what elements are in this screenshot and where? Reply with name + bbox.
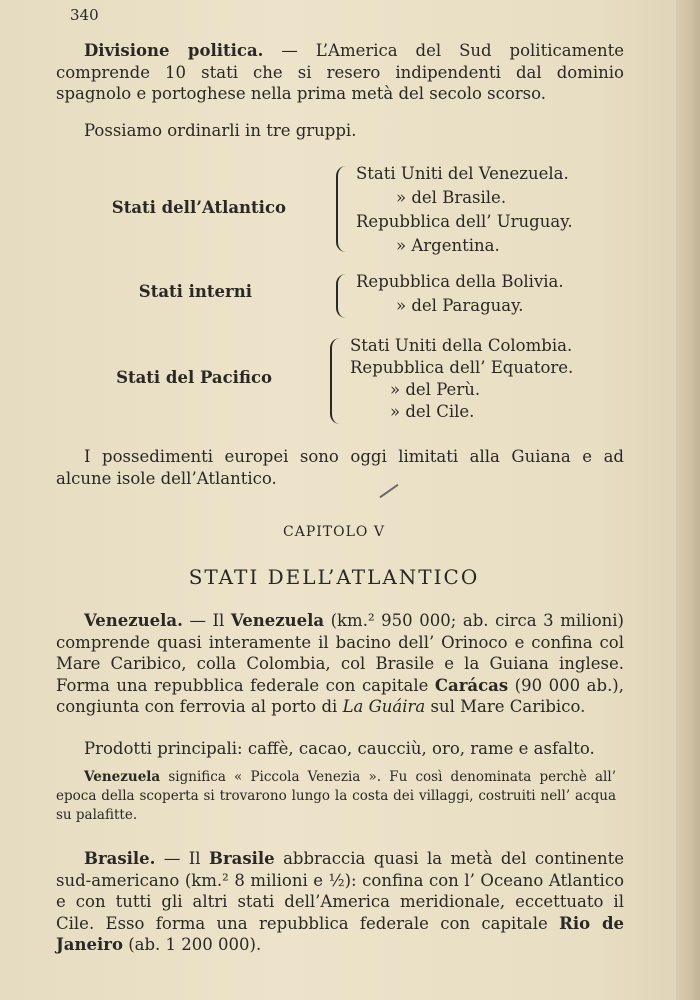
- brasile-text1: abbraccia quasi la metà del continente sud-americano (km.² 8 milioni e ½): confina con l’ Oceano Atlantico e con tutti gli altri stati dell’America meridionale, eccettuato il Cile. Esso forma una repubblica federale con capitale: [56, 849, 625, 933]
- venezuela-title: Venezuela.: [84, 611, 183, 630]
- state-line: » Argentina.: [396, 236, 500, 255]
- brace-interior: [336, 274, 352, 318]
- brasile-name: Brasile: [209, 849, 275, 868]
- intro-text: — L’America del Sud politicamente comprende 10 stati che si resero indipendenti dal dominio spagnolo e portoghese nella prima metà del secolo scorso.: [56, 41, 624, 103]
- la-guaira: La Guáira: [342, 697, 426, 716]
- page-edge: [676, 0, 700, 1000]
- venezuela-name: Venezuela: [230, 611, 325, 630]
- state-line: Repubblica dell’ Equatore.: [350, 358, 574, 377]
- state-line: Repubblica dell’ Uruguay.: [356, 212, 573, 231]
- dash-text: — Il: [155, 849, 209, 868]
- intro-title: Divisione politica.: [84, 41, 264, 60]
- venezuela-text3: sul Mare Caribico.: [425, 697, 586, 716]
- brace-atlantic: [336, 166, 352, 252]
- rio-de-janeiro: Rio de Janeiro: [56, 913, 625, 954]
- group-pacific-label: Stati del Pacifico: [116, 368, 272, 387]
- venezuela-products: Prodotti principali: caffè, cacao, caucciù, oro, rame e asfalto.: [84, 739, 595, 758]
- brace-pacific: [330, 338, 346, 424]
- state-line: » del Perù.: [390, 380, 481, 399]
- group-atlantic-label: Stati dell’Atlantico: [111, 198, 286, 217]
- state-line: Stati Uniti della Colombia.: [350, 336, 573, 355]
- group-interior-label: Stati interni: [138, 282, 252, 301]
- intro-line2: Possiamo ordinarli in tre gruppi.: [84, 121, 357, 140]
- state-line: » del Brasile.: [396, 188, 507, 207]
- venezuela-paragraph: [56, 610, 624, 718]
- venezuela-text1: (km.² 950 000; ab. circa 3 milioni) comprende quasi interamente il bacino dell’ Orinoco e confina col Mare Caribico, colla Colombia, col Brasile e la Guiana inglese. Forma una repubblica federale con capitale: [56, 611, 624, 695]
- state-line: » del Paraguay.: [396, 296, 524, 315]
- chapter-label: CAPITOLO V: [283, 524, 385, 540]
- note-text: significa « Piccola Venezia ». Fu così denominata perchè all’ epoca della scoperta si trovarono lungo la costa dei villaggi, costruiti nell’ acqua su palafitte.: [56, 769, 616, 823]
- brasile-paragraph: [56, 848, 624, 956]
- chapter-heading: STATI DELL’ATLANTICO: [188, 565, 480, 589]
- venezuela-note: [56, 768, 616, 825]
- caracas: Carácas: [434, 675, 509, 695]
- intro-paragraph: [56, 40, 624, 105]
- note-venezuela-name: Venezuela: [84, 769, 161, 785]
- venezuela-text2: (90 000 ab.), congiunta con ferrovia al porto di: [56, 675, 624, 716]
- brasile-title: Brasile.: [84, 849, 156, 868]
- state-line: » del Cile.: [390, 402, 475, 421]
- brasile-text2: (ab. 1 200 000).: [122, 935, 262, 954]
- page-number: 340: [70, 6, 99, 24]
- state-line: Stati Uniti del Venezuela.: [356, 164, 569, 183]
- possessions-paragraph: I possedimenti europei sono oggi limitati alla Guiana e ad alcune isole dell’Atlantico.: [56, 447, 624, 488]
- state-line: Repubblica della Bolivia.: [356, 272, 564, 291]
- dash-text: — Il: [182, 611, 231, 630]
